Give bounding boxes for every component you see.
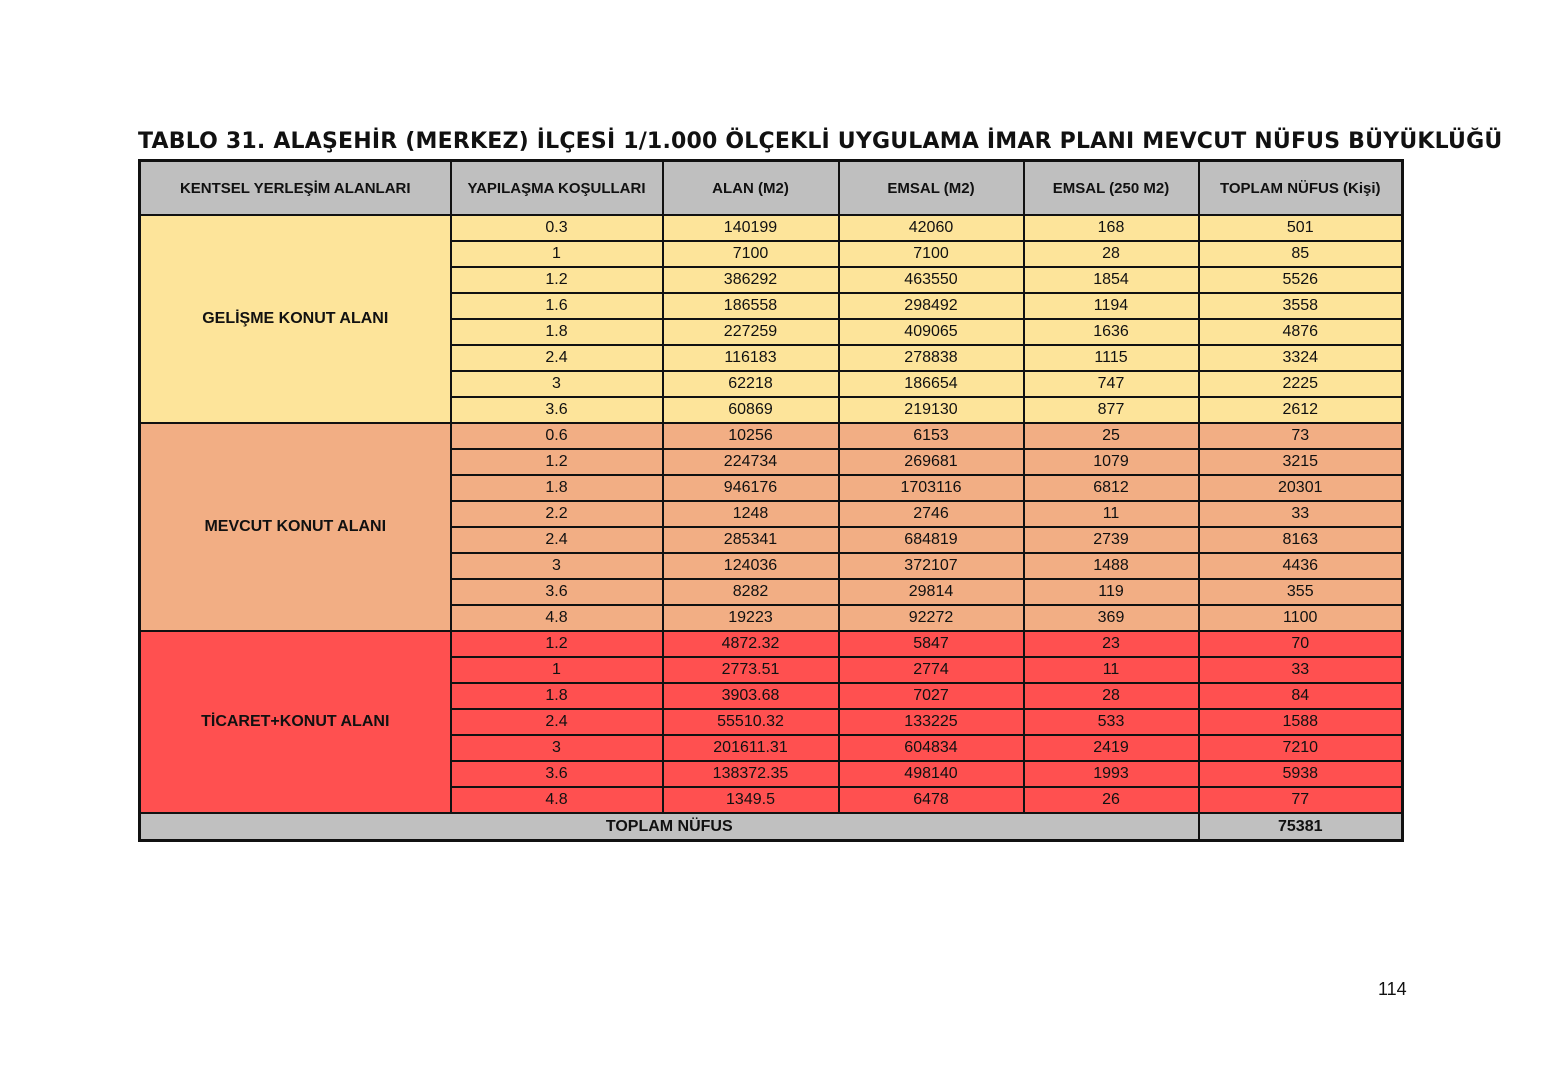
- area-cell: 2773.51: [663, 657, 839, 683]
- floor-area-250-cell: 26: [1024, 787, 1199, 813]
- building-condition-cell: 3: [451, 371, 663, 397]
- total-label: TOPLAM NÜFUS: [140, 813, 1199, 841]
- building-condition-cell: 3: [451, 553, 663, 579]
- table-row: [140, 215, 1403, 241]
- area-cell: 386292: [663, 267, 839, 293]
- area-cell: 7100: [663, 241, 839, 267]
- floor-area-cell: 2774: [839, 657, 1024, 683]
- total-population-cell: 2612: [1199, 397, 1403, 423]
- total-population-cell: 3215: [1199, 449, 1403, 475]
- floor-area-cell: 186654: [839, 371, 1024, 397]
- building-condition-cell: 2.2: [451, 501, 663, 527]
- floor-area-250-cell: 23: [1024, 631, 1199, 657]
- floor-area-250-cell: 168: [1024, 215, 1199, 241]
- col-header-settlement-area: KENTSEL YERLEŞİM ALANLARI: [140, 161, 451, 216]
- building-condition-cell: 1: [451, 241, 663, 267]
- floor-area-250-cell: 2419: [1024, 735, 1199, 761]
- group-label: GELİŞME KONUT ALANI: [140, 215, 451, 423]
- page-number: 114: [1378, 979, 1407, 999]
- floor-area-cell: 498140: [839, 761, 1024, 787]
- area-cell: 946176: [663, 475, 839, 501]
- floor-area-cell: 269681: [839, 449, 1024, 475]
- building-condition-cell: 3.6: [451, 761, 663, 787]
- floor-area-250-cell: 1115: [1024, 345, 1199, 371]
- total-population-cell: 84: [1199, 683, 1403, 709]
- floor-area-cell: 42060: [839, 215, 1024, 241]
- floor-area-cell: 6153: [839, 423, 1024, 449]
- total-population-cell: 3324: [1199, 345, 1403, 371]
- building-condition-cell: 1.8: [451, 319, 663, 345]
- floor-area-250-cell: 1488: [1024, 553, 1199, 579]
- floor-area-250-cell: 1993: [1024, 761, 1199, 787]
- floor-area-cell: 604834: [839, 735, 1024, 761]
- building-condition-cell: 1.2: [451, 267, 663, 293]
- floor-area-cell: 7027: [839, 683, 1024, 709]
- area-cell: 138372.35: [663, 761, 839, 787]
- col-header-floor-area-250: EMSAL (250 M2): [1024, 161, 1199, 216]
- building-condition-cell: 0.3: [451, 215, 663, 241]
- floor-area-250-cell: 1079: [1024, 449, 1199, 475]
- area-cell: 19223: [663, 605, 839, 631]
- total-row: [140, 813, 1403, 841]
- total-population-cell: 355: [1199, 579, 1403, 605]
- building-condition-cell: 1: [451, 657, 663, 683]
- area-cell: 62218: [663, 371, 839, 397]
- floor-area-250-cell: 533: [1024, 709, 1199, 735]
- total-population-cell: 1100: [1199, 605, 1403, 631]
- floor-area-cell: 92272: [839, 605, 1024, 631]
- floor-area-cell: 7100: [839, 241, 1024, 267]
- floor-area-cell: 372107: [839, 553, 1024, 579]
- floor-area-250-cell: 25: [1024, 423, 1199, 449]
- area-cell: 1248: [663, 501, 839, 527]
- col-header-total-population: TOPLAM NÜFUS (Kişi): [1199, 161, 1403, 216]
- area-cell: 201611.31: [663, 735, 839, 761]
- total-population-cell: 20301: [1199, 475, 1403, 501]
- total-population-cell: 5938: [1199, 761, 1403, 787]
- building-condition-cell: 3.6: [451, 397, 663, 423]
- floor-area-cell: 298492: [839, 293, 1024, 319]
- area-cell: 285341: [663, 527, 839, 553]
- floor-area-250-cell: 28: [1024, 683, 1199, 709]
- total-population-cell: 3558: [1199, 293, 1403, 319]
- total-population-cell: 5526: [1199, 267, 1403, 293]
- floor-area-250-cell: 6812: [1024, 475, 1199, 501]
- area-cell: 55510.32: [663, 709, 839, 735]
- building-condition-cell: 1.8: [451, 475, 663, 501]
- floor-area-250-cell: 747: [1024, 371, 1199, 397]
- floor-area-cell: 1703116: [839, 475, 1024, 501]
- area-cell: 10256: [663, 423, 839, 449]
- total-population-cell: 2225: [1199, 371, 1403, 397]
- area-cell: 60869: [663, 397, 839, 423]
- building-condition-cell: 2.4: [451, 709, 663, 735]
- group-label: MEVCUT KONUT ALANI: [140, 423, 451, 631]
- total-population-cell: 1588: [1199, 709, 1403, 735]
- building-condition-cell: 1.2: [451, 449, 663, 475]
- floor-area-cell: 219130: [839, 397, 1024, 423]
- floor-area-250-cell: 2739: [1024, 527, 1199, 553]
- floor-area-cell: 2746: [839, 501, 1024, 527]
- total-population-cell: 7210: [1199, 735, 1403, 761]
- table-row: [140, 631, 1403, 657]
- table-title: TABLO 31. ALAŞEHİR (MERKEZ) İLÇESİ 1/1.000 ÖLÇEKLİ UYGULAMA İMAR PLANI MEVCUT NÜFUS BÜYÜKLÜĞÜ: [138, 129, 1503, 154]
- total-population-cell: 8163: [1199, 527, 1403, 553]
- total-population-cell: 4876: [1199, 319, 1403, 345]
- area-cell: 186558: [663, 293, 839, 319]
- building-condition-cell: 3: [451, 735, 663, 761]
- area-cell: 224734: [663, 449, 839, 475]
- total-population-cell: 4436: [1199, 553, 1403, 579]
- building-condition-cell: 0.6: [451, 423, 663, 449]
- population-table: [138, 159, 1404, 842]
- total-population-cell: 70: [1199, 631, 1403, 657]
- floor-area-cell: 29814: [839, 579, 1024, 605]
- building-condition-cell: 1.8: [451, 683, 663, 709]
- total-population-cell: 501: [1199, 215, 1403, 241]
- area-cell: 124036: [663, 553, 839, 579]
- building-condition-cell: 4.8: [451, 787, 663, 813]
- area-cell: 3903.68: [663, 683, 839, 709]
- area-cell: 4872.32: [663, 631, 839, 657]
- floor-area-250-cell: 1636: [1024, 319, 1199, 345]
- header-row: [140, 161, 1403, 216]
- col-header-floor-area: EMSAL (M2): [839, 161, 1024, 216]
- floor-area-cell: 133225: [839, 709, 1024, 735]
- col-header-area: ALAN (M2): [663, 161, 839, 216]
- floor-area-250-cell: 1194: [1024, 293, 1199, 319]
- area-cell: 1349.5: [663, 787, 839, 813]
- building-condition-cell: 1.6: [451, 293, 663, 319]
- building-condition-cell: 2.4: [451, 345, 663, 371]
- floor-area-cell: 463550: [839, 267, 1024, 293]
- floor-area-250-cell: 11: [1024, 501, 1199, 527]
- total-population-cell: 33: [1199, 501, 1403, 527]
- total-value: 75381: [1199, 813, 1403, 841]
- area-cell: 116183: [663, 345, 839, 371]
- area-cell: 8282: [663, 579, 839, 605]
- floor-area-250-cell: 119: [1024, 579, 1199, 605]
- building-condition-cell: 4.8: [451, 605, 663, 631]
- total-population-cell: 73: [1199, 423, 1403, 449]
- floor-area-250-cell: 877: [1024, 397, 1199, 423]
- floor-area-cell: 278838: [839, 345, 1024, 371]
- total-population-cell: 85: [1199, 241, 1403, 267]
- floor-area-cell: 5847: [839, 631, 1024, 657]
- group-label: TİCARET+KONUT ALANI: [140, 631, 451, 813]
- floor-area-cell: 684819: [839, 527, 1024, 553]
- floor-area-cell: 409065: [839, 319, 1024, 345]
- floor-area-250-cell: 1854: [1024, 267, 1199, 293]
- floor-area-250-cell: 369: [1024, 605, 1199, 631]
- building-condition-cell: 2.4: [451, 527, 663, 553]
- col-header-building-conditions: YAPILAŞMA KOŞULLARI: [451, 161, 663, 216]
- floor-area-250-cell: 28: [1024, 241, 1199, 267]
- floor-area-250-cell: 11: [1024, 657, 1199, 683]
- area-cell: 227259: [663, 319, 839, 345]
- floor-area-cell: 6478: [839, 787, 1024, 813]
- table-body: [140, 215, 1403, 841]
- total-population-cell: 33: [1199, 657, 1403, 683]
- area-cell: 140199: [663, 215, 839, 241]
- total-population-cell: 77: [1199, 787, 1403, 813]
- table-row: [140, 423, 1403, 449]
- building-condition-cell: 3.6: [451, 579, 663, 605]
- building-condition-cell: 1.2: [451, 631, 663, 657]
